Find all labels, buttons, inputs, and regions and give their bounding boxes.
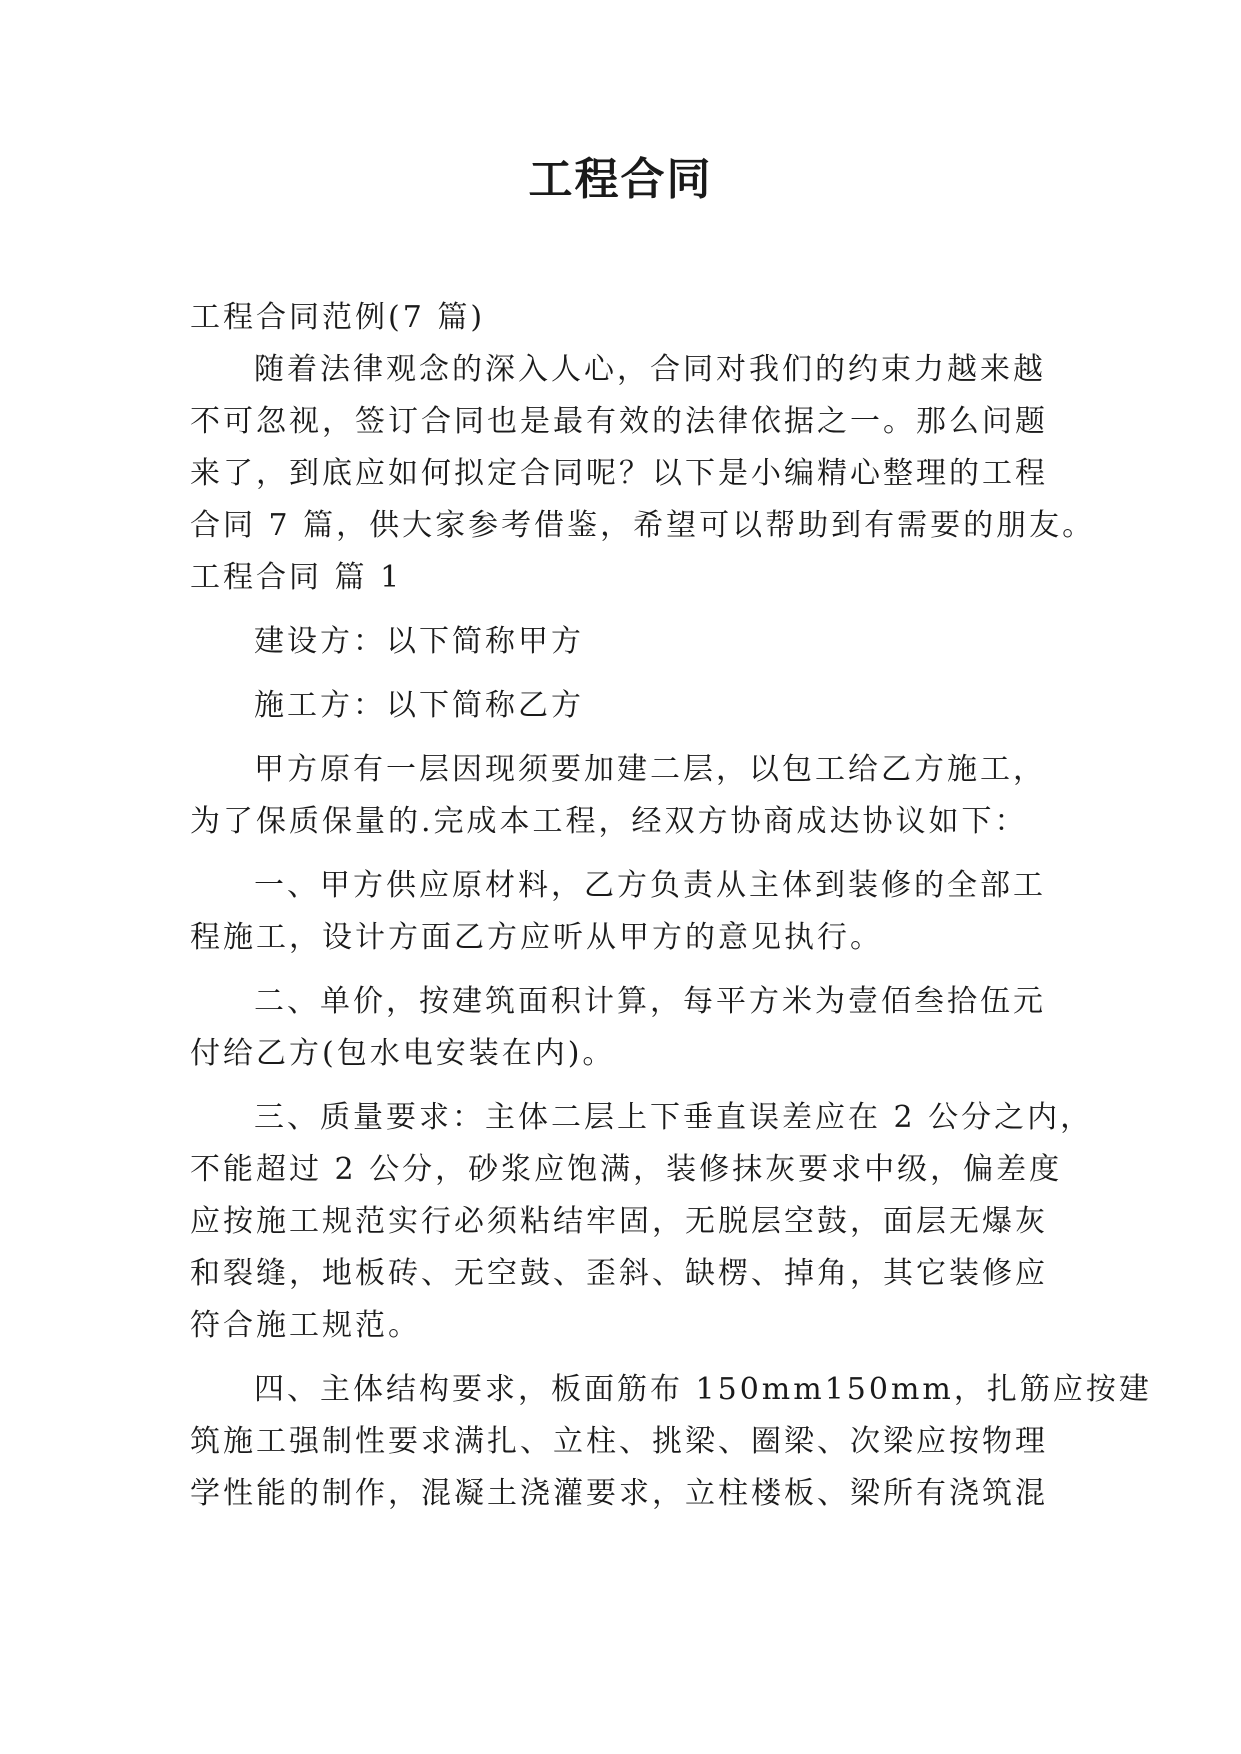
clause4-line-1: 四、主体结构要求，板面筋布 150mm150mm，扎筋应按建 <box>254 1372 1152 1407</box>
document-title: 工程合同 <box>528 154 713 205</box>
intro-line-4: 合同 7 篇，供大家参考借鉴，希望可以帮助到有需要的朋友。 <box>190 508 1096 543</box>
clause3-line-3: 应按施工规范实行必须粘结牢固，无脱层空鼓，面层无爆灰 <box>190 1204 1048 1239</box>
section-heading: 工程合同 篇 1 <box>190 560 403 595</box>
clause2-line-1: 二、单价，按建筑面积计算，每平方米为壹佰叁拾伍元 <box>254 984 1046 1019</box>
preamble-line-2: 为了保质保量的.完成本工程，经双方协商成达协议如下： <box>190 804 1028 839</box>
party-a-line: 建设方：以下简称甲方 <box>254 624 584 659</box>
clause1-line-2: 程施工，设计方面乙方应听从甲方的意见执行。 <box>190 920 883 955</box>
clause3-line-1: 三、质量要求：主体二层上下垂直误差应在 2 公分之内， <box>254 1100 1094 1135</box>
clause4-line-2: 筑施工强制性要求满扎、立柱、挑梁、圈梁、次梁应按物理 <box>190 1424 1048 1459</box>
clause2-line-2: 付给乙方(包水电安装在内)。 <box>190 1036 616 1071</box>
clause4-line-3: 学性能的制作，混凝土浇灌要求，立柱楼板、梁所有浇筑混 <box>190 1476 1048 1511</box>
clause1-line-1: 一、甲方供应原材料，乙方负责从主体到装修的全部工 <box>254 868 1046 903</box>
preamble-line-1: 甲方原有一层因现须要加建二层，以包工给乙方施工， <box>254 752 1046 787</box>
party-b-line: 施工方：以下简称乙方 <box>254 688 584 723</box>
document-subtitle: 工程合同范例(7 篇) <box>190 300 486 335</box>
intro-line-2: 不可忽视，签订合同也是最有效的法律依据之一。那么问题 <box>190 404 1048 439</box>
intro-line-1: 随着法律观念的深入人心，合同对我们的约束力越来越 <box>254 352 1046 387</box>
intro-line-3: 来了，到底应如何拟定合同呢？以下是小编精心整理的工程 <box>190 456 1048 491</box>
clause3-line-5: 符合施工规范。 <box>190 1308 421 1343</box>
document-body <box>190 292 1152 1520</box>
clause3-line-2: 不能超过 2 公分，砂浆应饱满，装修抹灰要求中级，偏差度 <box>190 1152 1063 1187</box>
clause3-line-4: 和裂缝，地板砖、无空鼓、歪斜、缺楞、掉角，其它装修应 <box>190 1256 1048 1291</box>
